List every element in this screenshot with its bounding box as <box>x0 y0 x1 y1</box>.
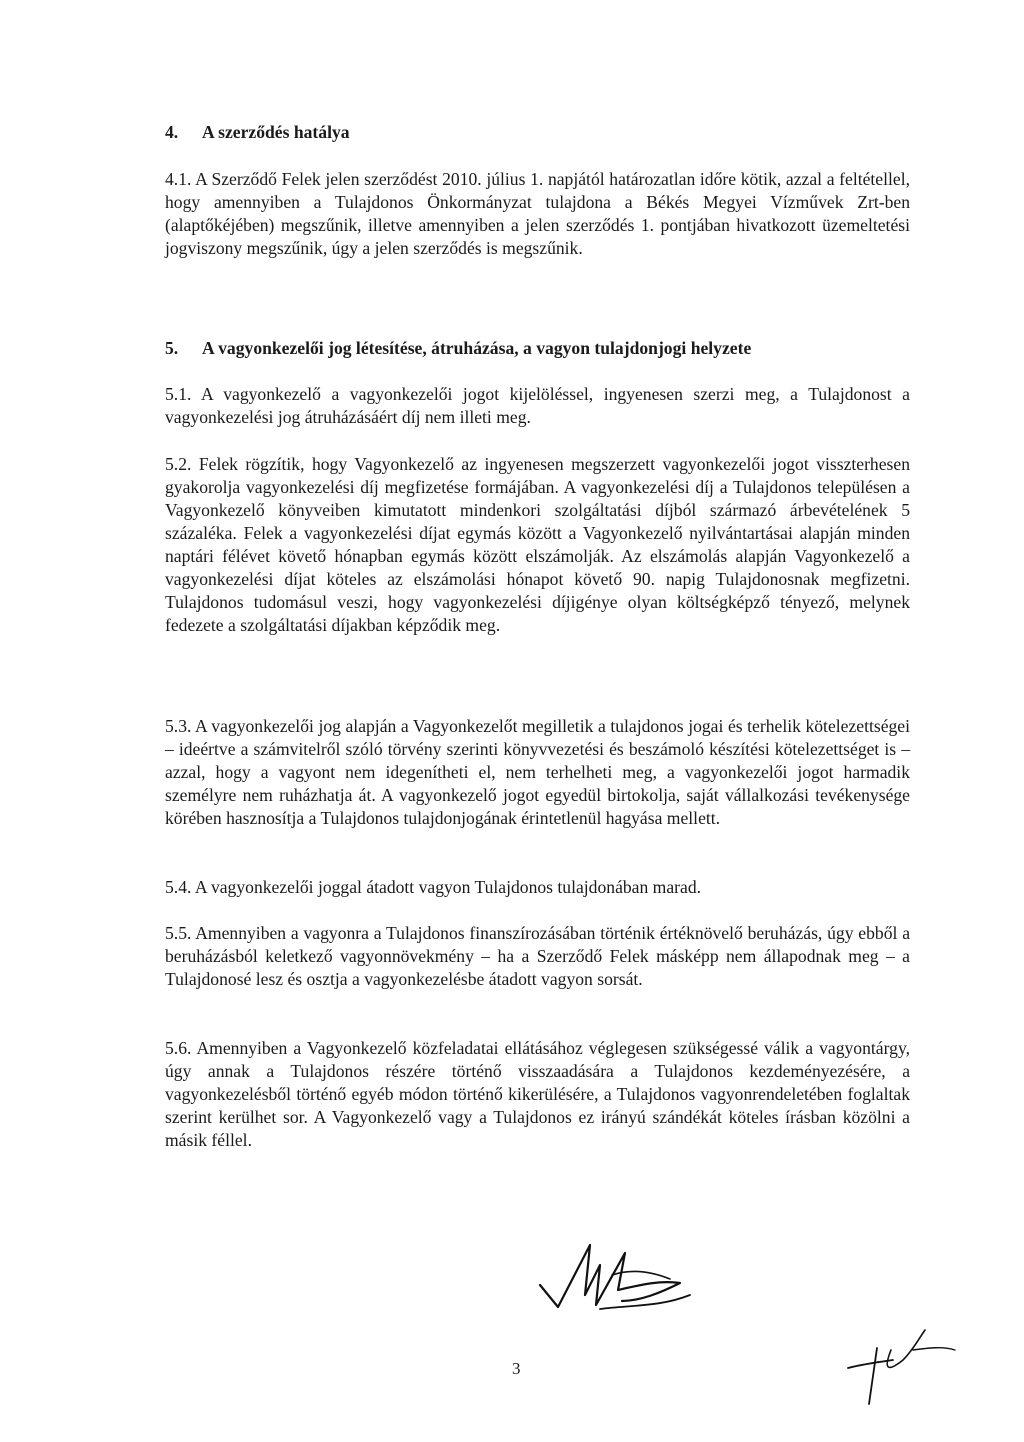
section-4-number: 4. <box>165 122 179 142</box>
page-number: 3 <box>512 1359 521 1378</box>
section-4-heading <box>165 121 350 144</box>
signature-center <box>530 1235 710 1325</box>
paragraph-5-6: 5.6. Amennyiben a Vagyonkezelő közfeladatai ellátásához véglegesen szükségessé válik a vagyontárgy, úgy annak a Tulajdonos részére történő visszaadására a Tulajdonos kezdeményezésére, a vagyonkezelésből történő egyéb módon történő kikerülésére, a Tulajdonos vagyonrendeletében foglaltak szerint kerülhet sor. A Vagyonkezelő vagy a Tulajdonos ez irányú szándékát köteles írásban közölni a másik féllel. <box>165 1038 910 1150</box>
section-4-title: A szerződés hatálya <box>202 122 350 142</box>
paragraph-4-1: 4.1. A Szerződő Felek jelen szerződést 2010. július 1. napjától határozatlan időre kötik, azzal a feltétellel, hogy amennyiben a Tulajdonos Önkormányzat tulajdona a Békés Megyei Vízművek Zrt-ben (alaptőkéjében) megszűnik, illetve amennyiben a jelen szerződés 1. pontjában hivatkozott üzemeltetési jogviszony megszűnik, úgy a jelen szerződés is megszűnik. <box>165 169 910 258</box>
section-5-number: 5. <box>165 338 179 358</box>
section-5-heading <box>165 337 751 360</box>
paragraph-5-5: 5.5. Amennyiben a vagyonra a Tulajdonos finanszírozásában történik értéknövelő beruházás, úgy ebből a beruházásból keletkező vagyonnövekmény – ha a Szerződő Felek másképp nem állapodnak meg – a Tulajdonosé lesz és osztja a vagyonkezelésbe átadott vagyon sorsát. <box>165 923 910 989</box>
paragraph-5-1: 5.1. A vagyonkezelő a vagyonkezelői jogot kijelöléssel, ingyenesen szerzi meg, a Tulajdonost a vagyonkezelési jog átruházásáért díj nem illeti meg. <box>165 384 910 427</box>
paragraph-5-4: 5.4. A vagyonkezelői joggal átadott vagyon Tulajdonos tulajdonában marad. <box>165 877 702 897</box>
paragraph-5-2: 5.2. Felek rögzítik, hogy Vagyonkezelő az ingyenesen megszerzett vagyonkezelői jogot visszterhesen gyakorolja vagyonkezelési díj megfizetése formájában. A vagyonkezelési díj a Tulajdonos településen a Vagyonkezelő könyveiben kimutatott mindenkori szolgáltatási díjból származó árbevételének 5 százaléka. Felek a vagyonkezelési díjat egymás között a Vagyonkezelő nyilvántartásai alapján minden naptári félévet követő hónapban egymás között elszámolják. Az elszámolás alapján Vagyonkezelő a vagyonkezelési díjat köteles az elszámolási hónapot követő 90. napig Tulajdonosnak megfizetni. Tulajdonos tudomásul veszi, hogy vagyonkezelési díjigénye olyan költségképző tényező, melynek fedezete a szolgáltatási díjakban képződik meg. <box>165 454 910 635</box>
section-5-title: A vagyonkezelői jog létesítése, átruházása, a vagyon tulajdonjogi helyzete <box>202 338 752 358</box>
paragraph-5-3: 5.3. A vagyonkezelői jog alapján a Vagyonkezelőt megilletik a tulajdonos jogai és terhelik kötelezettségei – ideértve a számvitelről szóló törvény szerinti könyvvezetési és beszámoló készítési kötelezettséget is – azzal, hogy a vagyont nem idegenítheti el, nem terhelheti meg, a vagyonkezelői jogot harmadik személyre nem ruházhatja át. A vagyonkezelő jogot egyedül birtokolja, saját vállalkozási tevékenysége körében hasznosítja a Tulajdonos tulajdonjogának érintetlenül hagyása mellett. <box>165 716 910 828</box>
initials-signature <box>843 1320 963 1410</box>
